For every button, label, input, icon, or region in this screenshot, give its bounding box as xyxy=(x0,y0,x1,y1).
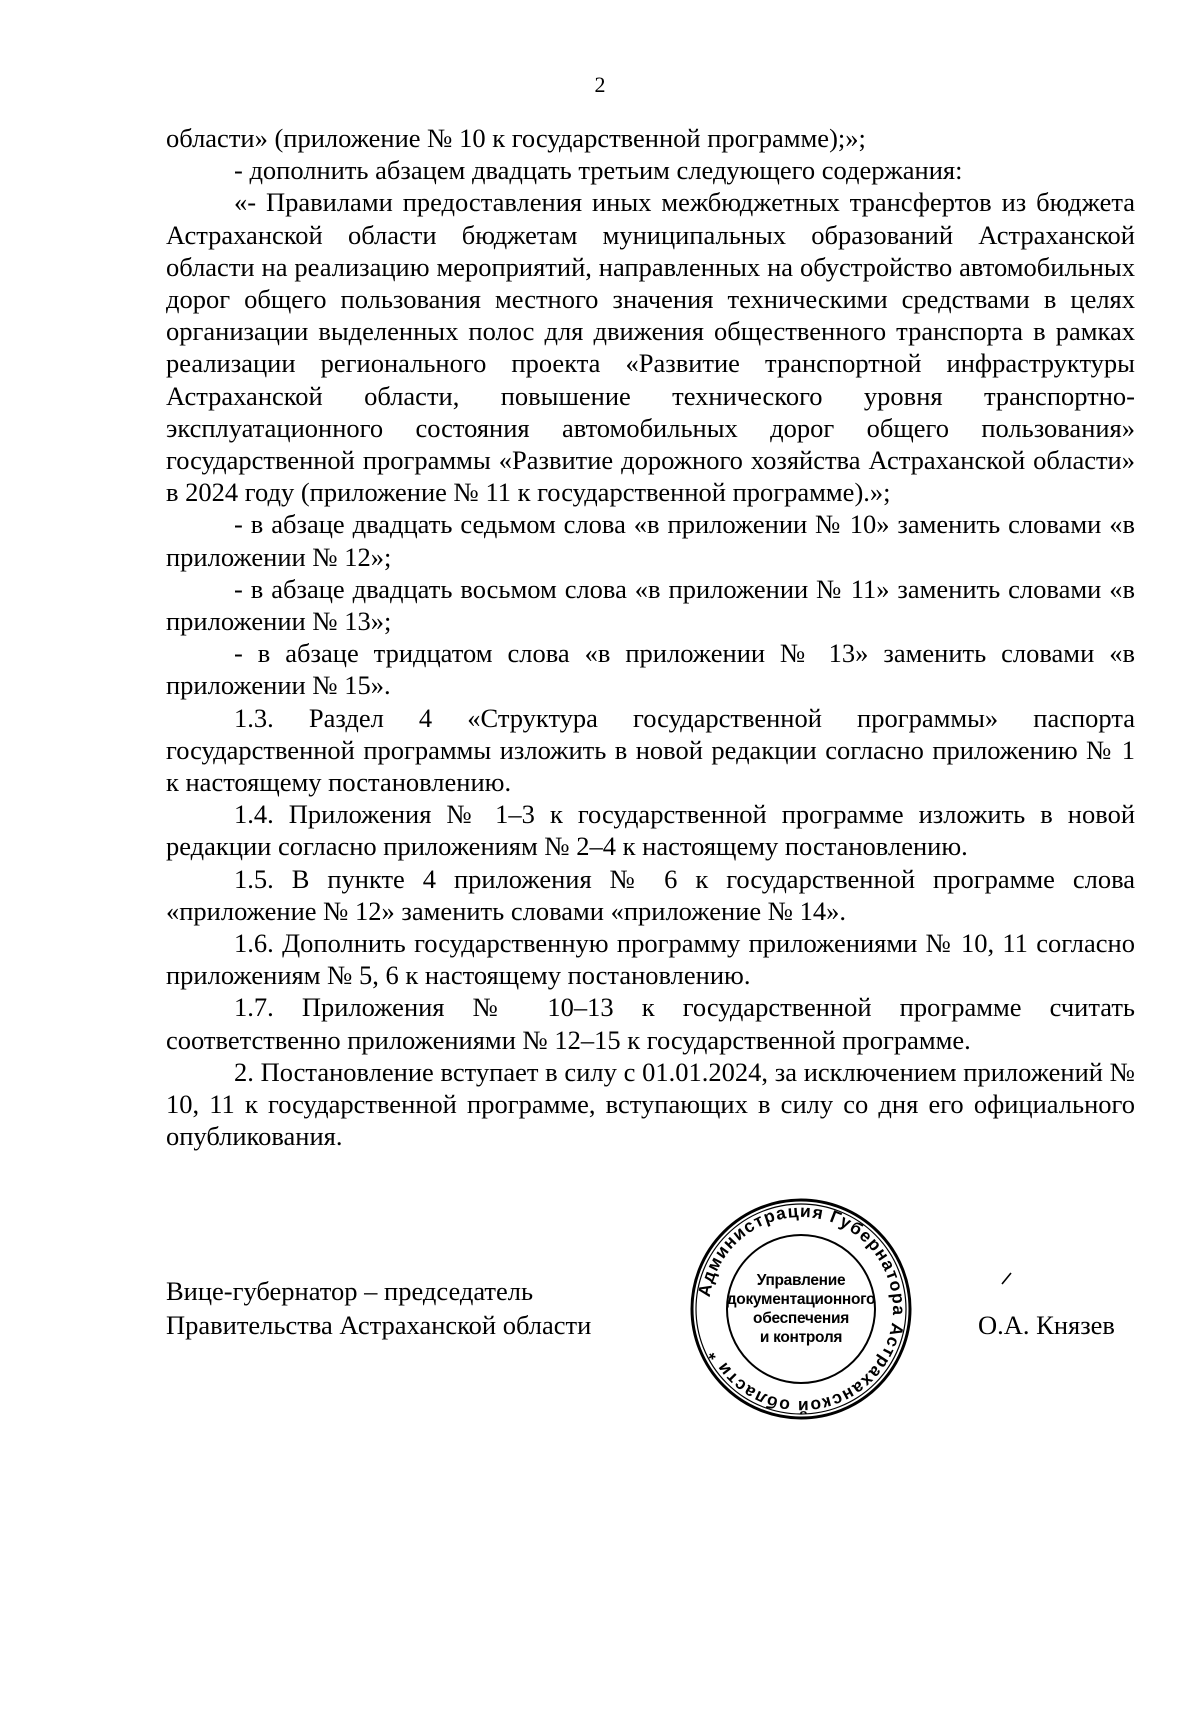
paragraph: 1.4. Приложения № 1–3 к государственной программе изложить в новой редакции согласно приложениям № 2–4 к настоящему постановлению. xyxy=(166,799,1135,862)
paragraph: - в абзаце тридцатом слова «в приложении № 13» заменить словами «в приложении № 15». xyxy=(166,638,1135,701)
stamp-ring-text: Администрация Губернатора Астраханской области * xyxy=(693,1200,910,1418)
signature-pen-mark-icon xyxy=(1000,1270,1014,1286)
paragraph: 1.6. Дополнить государственную программу приложениями № 10, 11 согласно приложениям № 5, 6 к настоящему постановлению. xyxy=(166,928,1135,991)
signer-position-line-1: Вице-губернатор – председатель xyxy=(166,1276,534,1306)
stamp-center-line: Управление xyxy=(756,1272,846,1289)
stamp-center-line: документационного xyxy=(726,1291,876,1308)
stamp-center-line: и контроля xyxy=(759,1329,843,1346)
official-stamp xyxy=(688,1196,914,1422)
document-body xyxy=(166,122,1135,1153)
paragraph: - в абзаце двадцать восьмом слова «в приложении № 11» заменить словами «в приложении № 13»; xyxy=(166,573,1135,637)
page-number: 2 xyxy=(594,72,606,97)
paragraph: области» (приложение № 10 к государственной программе);»; xyxy=(166,123,866,153)
signature-block xyxy=(166,1274,591,1342)
stamp-center-line: обеспечения xyxy=(753,1310,849,1327)
stamp-center-text xyxy=(688,1196,914,1422)
paragraph: - дополнить абзацем двадцать третьим следующего содержания: xyxy=(234,155,963,186)
paragraph: 2. Постановление вступает в силу с 01.01.2024, за исключением приложений № 10, 11 к государственной программе, вступающих в силу со дня его официального опубликования. xyxy=(166,1056,1135,1152)
signer-position-line-2: Правительства Астраханской области xyxy=(166,1310,592,1340)
paragraph: 1.5. В пункте 4 приложения № 6 к государственной программе слова «приложение № 12» заменить словами «приложение № 14». xyxy=(166,863,1135,926)
signer-name: О.А. Князев xyxy=(978,1310,1115,1340)
paragraph: - в абзаце двадцать седьмом слова «в приложении № 10» заменить словами «в приложении № 12»; xyxy=(166,509,1135,572)
paragraph: 1.7. Приложения № 10–13 к государственной программе считать соответственно приложениями № 12–15 к государственной программе. xyxy=(166,992,1135,1055)
paragraph: 1.3. Раздел 4 «Структура государственной программы» паспорта государственной программы изложить в новой редакции согласно приложению № 1 к настоящему постановлению. xyxy=(166,702,1135,798)
paragraph: «- Правилами предоставления иных межбюджетных трансфертов из бюджета Астраханской области бюджетам муниципальных образований Астраханской области на реализацию мероприятий, направленных на обустройство автомобильных дорог общего пользования местного значения техническими средствами в целях организации выделенных полос для движения общественного транспорта в рамках реализации регионального проекта «Развитие транспортной инфраструктуры Астраханской области, повышение технического уровня транспортно-эксплуатационного состояния автомобильных дорог общего пользования» государственной программы «Развитие дорожного хозяйства Астраханской области» в 2024 году (приложение № 11 к государственной программе).»; xyxy=(166,187,1135,508)
